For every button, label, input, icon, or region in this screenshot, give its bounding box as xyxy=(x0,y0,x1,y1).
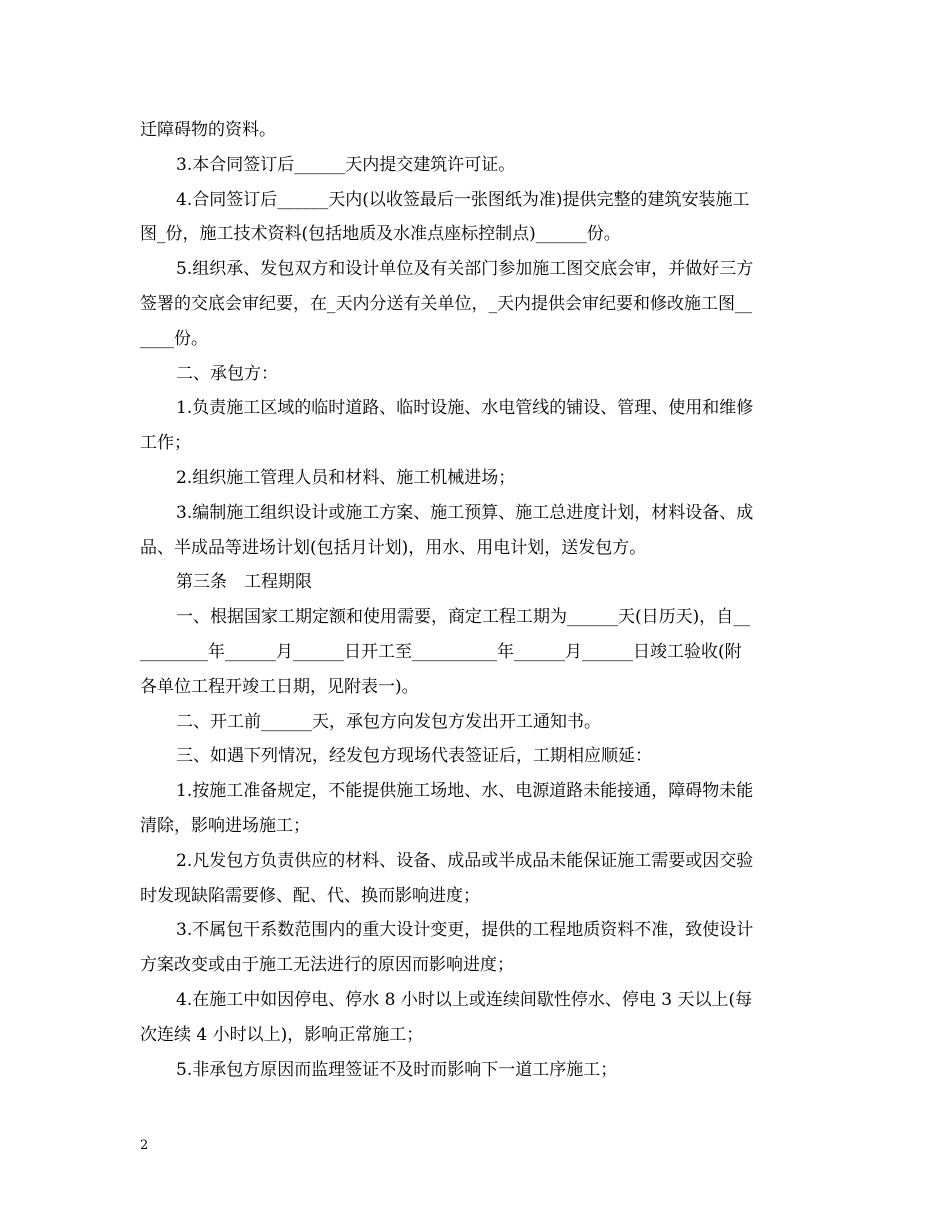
text-line: 2.组织施工管理人员和材料、施工机械进场； xyxy=(176,467,516,488)
text-line: 3.编制施工组织设计或施工方案、施工预算、施工总进度计划，材料设备、成 xyxy=(176,502,754,523)
text-line: 工作； xyxy=(140,433,191,454)
text-line: 4.合同签订后______天内(以收签最后一张图纸为准)提供完整的建筑安装施工 xyxy=(176,189,750,210)
text-line: 二、承包方： xyxy=(176,363,278,384)
text-line: 图_份，施工技术资料(包括地质及水准点座标控制点)______份。 xyxy=(140,224,621,245)
document-body xyxy=(140,113,812,1087)
text-line: 4.在施工中如因停电、停水 8 小时以上或连续间歇性停水、停电 3 天以上(每 xyxy=(176,989,753,1010)
text-line: 二、开工前______天，承包方向发包方发出开工通知书。 xyxy=(176,711,601,732)
text-line: ____份。 xyxy=(140,328,208,349)
text-line: 方案改变或由于施工无法进行的原因而影响进度； xyxy=(140,955,514,976)
text-line: 3.本合同签订后______天内提交建筑许可证。 xyxy=(176,154,516,175)
text-line: 签署的交底会审纪要，在_天内分送有关单位，_天内提供会审纪要和修改施工图__ xyxy=(140,293,752,314)
text-line: 一、根据国家工期定额和使用需要，商定工程工期为______天(日历天)，自__ xyxy=(176,607,751,628)
text-line: 次连续 4 小时以上)，影响正常施工； xyxy=(140,1024,424,1045)
text-line: 品、半成品等进场计划(包括月计划)，用水、用电计划，送发包方。 xyxy=(140,537,647,558)
text-line: 5.组织承、发包双方和设计单位及有关部门参加施工图交底会审，并做好三方 xyxy=(176,259,754,280)
text-line: 各单位工程开竣工日期，见附表一)。 xyxy=(140,676,419,697)
text-line: 第三条 工程期限 xyxy=(176,572,312,593)
text-line: 2.凡发包方负责供应的材料、设备、成品或半成品未能保证施工需要或因交验 xyxy=(176,850,754,871)
page-number: 2 xyxy=(140,1138,149,1153)
text-line: ________年______月______日开工至__________年______月______日竣工验收(附 xyxy=(140,641,742,662)
text-line: 三、如遇下列情况，经发包方现场代表签证后，工期相应顺延： xyxy=(176,746,652,767)
text-line: 1.负责施工区域的临时道路、临时设施、水电管线的铺设、管理、使用和维修 xyxy=(176,398,754,419)
text-line: 3.不属包干系数范围内的重大设计变更，提供的工程地质资料不准，致使设计 xyxy=(176,920,754,941)
text-line: 5.非承包方原因而监理签证不及时而影响下一道工序施工； xyxy=(176,1059,618,1080)
text-line: 1.按施工准备规定，不能提供施工场地、水、电源道路未能接通，障碍物未能 xyxy=(176,781,754,802)
text-line: 清除，影响进场施工； xyxy=(140,815,310,836)
text-line: 迁障碍物的资料。 xyxy=(140,120,276,140)
text-line: 时发现缺陷需要修、配、代、换而影响进度； xyxy=(140,885,480,906)
